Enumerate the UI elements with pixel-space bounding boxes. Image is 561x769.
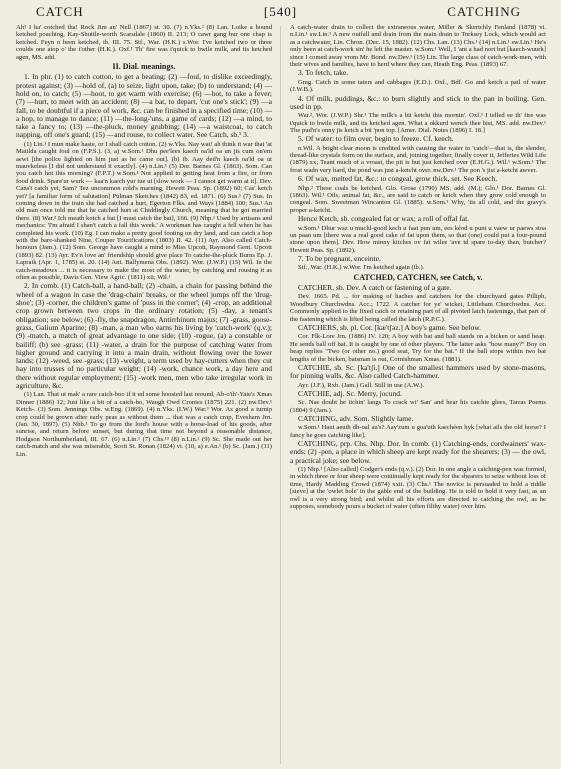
header-right-headword: CATCHING: [447, 4, 521, 19]
right-column-paragraph: A catch-water drain to collect the extraneous water, Miller & Skertchly Fenland (1878) vi. n.Lin.¹ sw.Lin.¹ A new outfall and drain from the main drain to Torksey Lock, which would act as a catchwater, Lin. Chron. (Dec. 15, 1882). (12) Chs. Lan. (13) Chs.¹ (14) n.Lin.¹ sw.Lin.¹ He's only been at catch-work sin' he left the master. w.Som.¹ Well, I 'ant a had nort but [kaech-wuurk] since I comed away vrom Mr. Bond. nw.Dev.¹ (15) Lin. The large class of catch-work-men, with their wives and families, have to herd where they can, Heath Eng. Peas. (1893) 67.: [290, 24, 546, 69]
right-column-paragraph: 5. Of water: to film over, begin to freeze. Cf. keech.: [298, 134, 454, 144]
right-column-paragraph: n.Wil. A bright clear moon is credited with causing the water to 'catch'—that is, the slender, thread-like crystals form on the surface, and, joining together, finally cover it, Jefferies Wild Life (1879) xx; Teant much of a vroast, the pit is but just ketched over (E.H.G.). Wil.¹ w.Som.¹ The frost wadn very hard, the pond was just a-ketcht over. nw.Dev.¹ The pon 's jist a-ketcht awver.: [290, 144, 546, 174]
right-column-paragraph: CATCHIE, sb. Sc. [ka'tʃi.] One of the smallest hammers used by stone-masons, for pinning walls, &c. Also called Catch-hammer.: [290, 362, 546, 381]
left-column-paragraph: II. Dial. meanings.: [112, 62, 176, 72]
right-column-paragraph: CATCHERS, sb. pl. Cor. [kæ'tʃəz.] A boy's game. See below.: [298, 323, 482, 333]
right-column-paragraph: Ayr. (J.F.), Rxb. (Jam.) Gall. Still in use (A.W.).: [298, 381, 425, 389]
right-column-paragraph: 6. Of wax, melted fat, &c.: to congeal, grow thick, set. See Keech.: [298, 174, 498, 184]
right-column: [290, 24, 546, 764]
right-column-paragraph: Nhp.² These coals be ketched. Glo. Grose (1790) MS. add. (M.); Glo.¹ Dor. Barnes Gl. (1863). Wil.¹ Oils, animal fat, &c., are said to catch or ketch when they grow cold enough to congeal. Som. Sweetman Wincanton Gl. (1885). w.Som.¹ Why, 'tis all cold, and the gravy's proper a-ketcht.: [290, 184, 546, 214]
right-column-paragraph: Hence Ketch, sb. congealed fat or wax; a roll of offal fat.: [298, 214, 470, 224]
column-divider: [280, 26, 281, 764]
left-column: [16, 24, 272, 764]
left-column-paragraph: Ah! I ha' cotched tha! Rock Jim an' Nell (1867) st. 30. (7) n.Yks.² (8) Lan. Loike a hound ketched poaching, Kay-Shuttle-worth Scarsdale (1860) II. 213; O cawr gang bur one chap is ketched. Feyn o been ketched, ib. III. 75. Stf., War. (H.K.) s.Wor. I've ketched two or three coulds one atop o' the t'other (H.K.). Oxf.¹ Th' fire was t'quick to bwile milk, and tis ketched agen, MS. add.: [16, 24, 272, 61]
page-number: [540]: [263, 4, 298, 19]
right-column-paragraph: Sc. Nae doubt he itchin' langs To crack wi' San' and hear his catchie glees, Tarras Poems (1804) 9 (Jam.).: [290, 399, 546, 414]
right-column-paragraph: w.Som.¹ Dhur waz u muchl-good kech u faat pun um, ees kéod u punt u vaew ur paews stoa un paan um [there was a real good cake of fat upon them, so that (one) could put a four-pound stone upon them]. Dev. How minny kitches ov fat wilee 'ave td spare to-day than, butcher? Hewett Peas. Sp. (1892).: [290, 224, 546, 254]
right-column-paragraph: CATCHING, prp. Chs. Nhp. Dor. In comb. (1) Catching-ends, cordwainers' wax-ends; (2) -pen, a place in which sheep are kept ready for the shearers; (3) — the owl, a practical joke; see below.: [290, 439, 546, 465]
right-column-paragraph: Cor. Flk-Lore Jrn. (1886) IV. 120; A boy with bat and ball stands on a bicken or sand heap. He sends ball off bat. It is caught by one of other players. 'The latter asks "how many?" Boy on heap replies "Two (or other no.) good seat, Try for the bat." If the ball stops within two bat lengths of the bicken, batsman is out, Cornishman Xmas. (1881).: [290, 333, 546, 363]
right-column-paragraph: Gmg. Catch in some taters and cabbages (E.D.). Oxf., Bdf. Go and ketch a pail of water (J.W.B.).: [290, 78, 546, 94]
left-column-paragraph: (1) Lan. That ut mak' a rare catch-boo if it ud some hoosted last reound, Ab-o'th'-Yate's Xmas Dinner (1886) 12; Just like a bit of a catch-bo, Waugh Owd Cronies (1875) 221. (2) nw.Dev.¹ Ketch-. (3) Som. Jennings Obs. w.Eng. (1869). (4) n.Yks. (I.W.) War.³ Wor. As good a turnip crop could be grown after early peas as without them ... that was a catch crop, Evesham Jrn. (Jan. 30, 1897). (5) Nhb.¹ To go from the lord's house with a horse-load of his goods, after sunrise, and return before sunset, but during that time not beyond a reasonable distance, Hodgson Northumberland, III. 67. (6) n.Lin.¹ (7) Chs.¹³ (8) n.Lin.¹ (9) Sc. She made out her catch-match and she was miserable, Scott St. Ronan (1824) vi. (10, a) e.An.¹ (b) Sc. (Jam.) (11) Lin.: [16, 391, 272, 458]
header-left-headword: CATCH: [36, 4, 84, 19]
right-column-paragraph: CATCHING, adv. Som. Slightly lame.: [298, 414, 414, 424]
right-column-paragraph: CATCHED, CATCHEN, see Catch, v.: [353, 272, 483, 282]
left-column-paragraph: 2. In comb. (1) Catch-ball, a hand-ball; (2) -chain, a chain for passing behind the wheel of a wagon in case the 'drag-chain' breaks, or the wheel jumps off the 'drug-shoe'; (3) -corner, the children's game of 'puss in the corner'; (4) -crop, an additional crop grown between two crops in the ordinary rotation; (5) -day, a tenant's obligation; see below; (6) -fly, the snapdragon, Antirrhinum majus; (7) -grass, goose-grass, Galium Aparine; (8) -man, a man who earns his living by 'catch-work' (q.v.); (9) -match, a match of great advantage to one side; (10) -rogue, (a) a constable or bailiff; (b) see -grass; (11) -water, a drain for the purpose of catching water from higher ground and carrying it into a main drain, without flowing over the lower lands; (12) -weed, see -grass; (13) -weight, a term used by hay-cutters when they cut hay into trusses of no particular weight; (14) -work, chance work, a day here and there without regular employment; (15) -work men, men who take irregular work in agriculture, &c.: [16, 281, 272, 390]
right-column-paragraph: Dev. 1665. Pd. ... for making of haches and catchers for the churchyard gates Pilliph, Woodbury Churchwdns. Acc.; 1722. A catcher for ye' wicket, Littleham Churchwdns. Acc. Commonly applied to the fixed catch or retaining part of all pivoted latch fastenings, that part of the fastening which is lifted being called the latch (R.P.C.).: [290, 293, 546, 323]
page-header: [18, 4, 543, 22]
right-column-paragraph: War.², Wor. (J.W.P.) Shr.¹ The milk's a bit ketcht this mornin'. Oxf.¹ I telled ee th' fire was t'quick to bwile milk, and tis ketched agen. What a okkurd wench thee bist, MS. add. nw.Dev.¹ The pud'n's onny jis ketch a bit 'pon top. [Amer. Dial. Notes (1896) I. 18.]: [290, 112, 546, 134]
right-column-paragraph: 4. Of milk, puddings, &c.: to burn slightly and stick to the pan in boiling. Gen. used in pp.: [290, 93, 546, 111]
left-column-paragraph: (1) Lin.¹ I mun make haste, or I shall catch cotton. (2) w.Yks. Nay wat! ah think it war that 'at Matilda caught foul on (F.P.S.). (3, a) w.Som.¹ Dhu pee'lees kaech oa'ld oa un jis cum on'em aewt [the police lighted on him just as he came out]. (b) ib. Aay ded'n kaech oa'ld oa ut mauvkeless [I did not understand it exactly]. (4) n.Lin.¹ (5) Dor. Barnes Gl. (1863). Som. Can you catch hot this morning? (F.P.T.) w.Som.¹ Not applied to getting heat from a fire, or from food drink. Spare'ur wurk — kaa'n kaech yur tue ut [slow work — I cannot get warm at it]. Dev. Cans't catch yet, Sam? Tez uncommon cold's marning, Hewett Peas. Sp. (1892) 60; Cas' ketch yet? [a familiar form of salutation] Pulman Sketches (1842) 83, ed. 1871. (6) Sus.¹ (7) Sus. In coming down in the train she had catched a hurt, Egerton Flks. and Ways (1884) 100; Sus.¹ An old man once told me that he catched hurt at Chiddingly Church, meaning that he got married there. (8) War.³ Ich meath kotch a bat [I must catch the bat], 166. (9) Nhp.¹ Used by artisans and mechanics: 'I'm afraid I shan't catch a fall this week.' A workman has caught a fell when he has completed his work. (10) Eg. I can make a pretty good footing on dry land, and can catch a hop with the bare-shanked Nine, Couper Tourifications (1803) II. 42. (11) Ayr. Also called Catch-honours (Jam.). (12) Som. George have caught a mind to Miss Upcott, Raymond Gent. Upcott (1893) 82. (13) Ayr. Ev'n love an' friendship should give place To catche-the-pluck Burns Ep. J. Lapraik (Apr. 1, 1785) st. 20. (14) Ant. Ballymena Obs. (1892). Wor. (J.W.P.) (15) Wil. In the catch-meadows ... it is necessary to make the most of the water, by catching and rousing it as often as possible, Davis Gen. View Agric. (1811) xii; Wil.¹: [16, 140, 272, 282]
right-column-paragraph: CATCHIE, adj. Sc. Merry, jocund.: [298, 388, 402, 398]
right-column-paragraph: 7. To be pregnant, enceinte.: [298, 254, 381, 264]
right-column-paragraph: CATCHER, sb. Dev. A catch or fastening of a gate.: [298, 283, 452, 293]
right-column-paragraph: w.Som.¹ Haut aeuth dh-oal au's? Aay'zum u goa'uth kaechéen hyk [what ails the old horse? I fancy he goes catching like].: [290, 424, 546, 439]
right-column-paragraph: (1) Nhp.¹ [Also called] Codger's ends (q.v.). (2) Dor. In one angle a catching-pen was formed, in which three or four sheep were continually kept ready for the shearers to seize without loss of time, Hardy Madding Crowd (1874) xxii. (3) Chs.¹ The novice is persuaded to hold a riddle [sieve] at the 'owlet hole' in the gable end of the building. He is told to hold it very fast, as an owl is a very strong bird; and whilst all his efforts are directed to catching the owl, as he supposes, somebody pours a bucket of water (often filthy water) over him.: [290, 466, 546, 511]
left-column-paragraph: 1. In phr. (1) to catch cotton, to get a beating; (2) —foul, to dislike exceedingly, protest against; (3) —hold of, (a) to seize, light upon, take; (b) to understand; (4) —hold on, to catch; (5) —hoot, to get warm with exercise; (6) —hot, to take a fever; (7) —hurt, to meet with an accident; (8) —a bat, to depart, 'cut one's stick'; (9) —a fall, to be doubtful if a piece of work, &c. can be finished in a specified time; (10) —a hop, to manage to dance; (11) —the-long-'uns, a game of cards; (12) —a mind, to take a fancy to; (13) —the-pluck, money grubbing; (14) —a waistcoat, to catch napping, off one's guard; (15) —and rouse, to collect water. See Catch, sb.¹ 3.: [16, 72, 272, 140]
right-column-paragraph: Stf., War. (H.K.) w.Wor. I'm ketched again (ib.).: [298, 264, 425, 272]
right-column-paragraph: 3. To fetch, take.: [298, 68, 349, 78]
